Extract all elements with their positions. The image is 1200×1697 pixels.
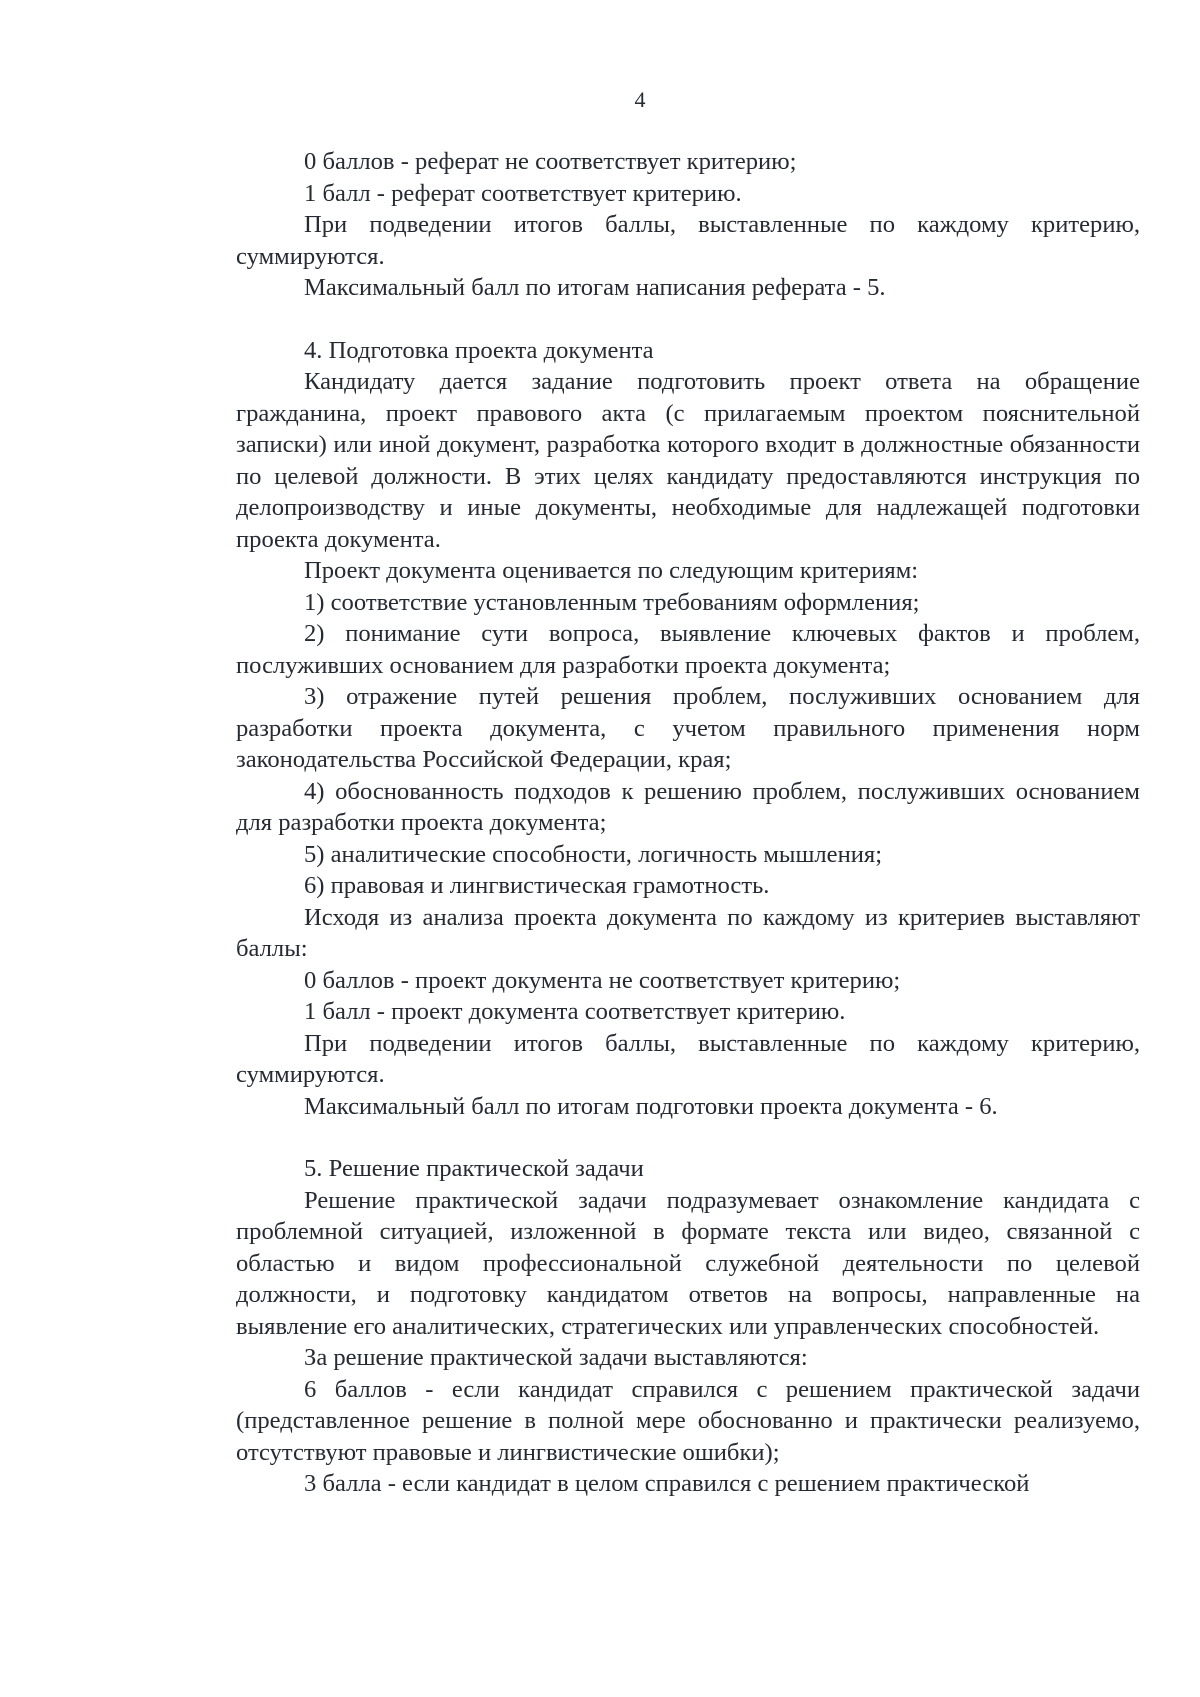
- criterion-1: 1) соответствие установленным требованиям оформления;: [304, 588, 920, 616]
- paragraph-summing-essay: При подведении итогов баллы, выставленные по каждому критерию, суммируются.: [236, 211, 1140, 270]
- paragraph-score-three-practical: 3 балла - если кандидат в целом справился с решением практической: [304, 1470, 1030, 1497]
- paragraph-document-task: Кандидату дается задание подготовить проект ответа на обращение гражданина, проект правового акта (с прилагаемым проектом пояснительной записки) или иной документ, разработка которого входит в должностные обязанности по целевой должности. В этих целях кандидату предоставляются инструкция по делопроизводству и иные документы, необходимые для надлежащей подготовки проекта документа.: [236, 368, 1140, 553]
- criterion-3: 3) отражение путей решения проблем, послуживших основанием для разработки проекта документа, с учетом правильного применения норм законодательства Российской Федерации, края;: [236, 683, 1140, 773]
- paragraph-practical-task: Решение практической задачи подразумевает ознакомление кандидата с проблемной ситуацией, изложенной в формате текста или видео, связанной с областью и видом профессиональной служебной деятельности по целевой должности, и подготовку кандидатом ответов на вопросы, направленные на выявление его аналитических, стратегических или управленческих способностей.: [236, 1186, 1140, 1340]
- paragraph-max-essay: Максимальный балл по итогам написания реферата - 5.: [304, 274, 886, 301]
- paragraph-summing-document: При подведении итогов баллы, выставленные по каждому критерию, суммируются.: [236, 1029, 1140, 1088]
- paragraph-practical-scoring-intro: За решение практической задачи выставляются:: [304, 1344, 808, 1371]
- document-body: [236, 146, 1140, 1500]
- section-gap: [236, 304, 1140, 335]
- paragraph-document-criteria-intro: Проект документа оценивается по следующим критериям:: [304, 557, 919, 584]
- criterion-6: 6) правовая и лингвистическая грамотность.: [304, 872, 770, 899]
- criterion-4: 4) обоснованность подходов к решению проблем, послуживших основанием для разработки проекта документа;: [236, 777, 1140, 836]
- paragraph-score-zero-document: 0 баллов - проект документа не соответствует критерию;: [304, 966, 901, 994]
- paragraph-document-scoring-intro: Исходя из анализа проекта документа по каждому из критериев выставляют баллы:: [236, 903, 1140, 962]
- section-gap: [236, 1122, 1140, 1153]
- paragraph-score-one-essay: 1 балл - реферат соответствует критерию.: [304, 179, 742, 207]
- paragraph-score-one-document: 1 балл - проект документа соответствует критерию.: [304, 998, 846, 1025]
- criterion-5: 5) аналитические способности, логичность мышления;: [304, 840, 883, 868]
- paragraph-max-document: Максимальный балл по итогам подготовки проекта документа - 6.: [304, 1092, 998, 1120]
- criterion-2: 2) понимание сути вопроса, выявление ключевых фактов и проблем, послуживших основанием для разработки проекта документа;: [236, 620, 1140, 679]
- section-heading-4: 4. Подготовка проекта документа: [304, 336, 654, 364]
- paragraph-score-six-practical: 6 баллов - если кандидат справился с решением практической задачи (представленное решение в полной мере обоснованно и практически реализуемо, отсутствуют правовые и лингвистические ошибки);: [236, 1375, 1140, 1466]
- paragraph-score-zero-essay: 0 баллов - реферат не соответствует критерию;: [304, 148, 797, 175]
- section-heading-5: 5. Решение практической задачи: [304, 1155, 644, 1182]
- page-number: 4: [634, 87, 646, 112]
